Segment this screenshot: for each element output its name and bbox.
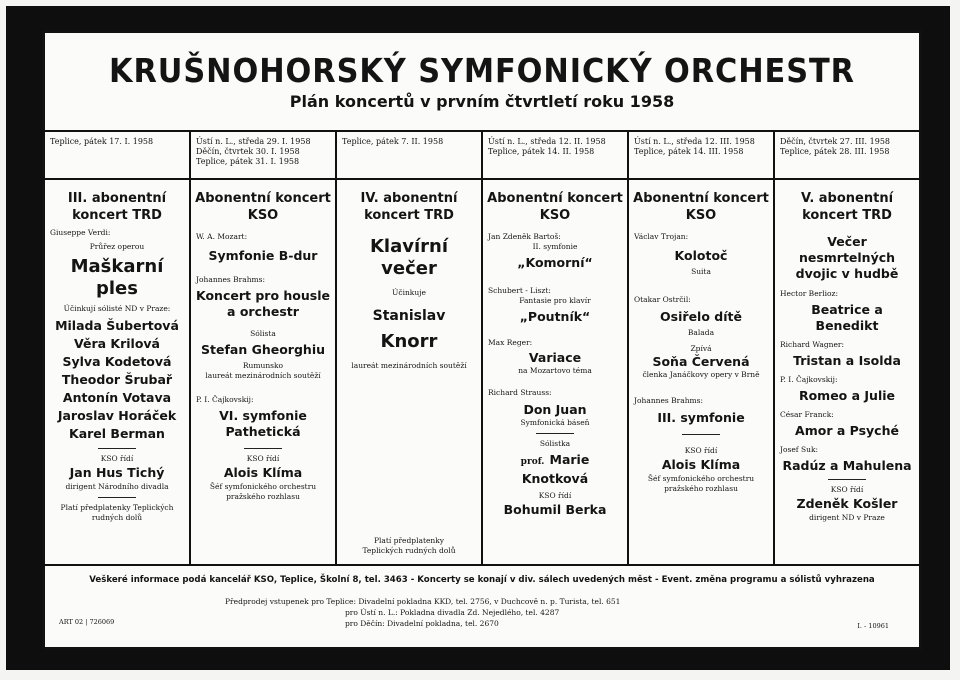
- soloist: Jaroslav Horáček: [57, 408, 177, 423]
- performer-note: laureát mezinárodních soutěží: [351, 361, 467, 370]
- work-note: Suita: [691, 267, 711, 276]
- composer: César Franck:: [780, 410, 834, 419]
- work-note: Průřez operou: [89, 242, 145, 251]
- concert-dates: [483, 132, 627, 180]
- concert-column-2: [191, 132, 337, 564]
- composer: Richard Wagner:: [780, 340, 845, 349]
- conductor-note: dirigent Národního divadla: [65, 482, 169, 491]
- concert-heading: [68, 190, 166, 224]
- concert-dates: [775, 132, 919, 180]
- composer: Josef Suk:: [780, 445, 819, 454]
- conductor-name: Alois Klíma: [661, 457, 741, 472]
- poster-footer: [45, 566, 919, 647]
- work-note: II. symfonie: [532, 242, 578, 251]
- work-note: Symfonická báseň: [520, 418, 590, 427]
- heading-line: V. abonentní: [800, 191, 894, 206]
- concert-date: Teplice, pátek 14. II. 1958: [488, 147, 595, 156]
- work-line: Pathetická: [225, 424, 301, 439]
- singer-name: Soňa Červená: [652, 354, 750, 369]
- concert-date: Děčín, čtvrtek 30. I. 1958: [196, 147, 300, 156]
- work-title: Tristan a Isolda: [793, 353, 901, 368]
- concert-column-4: [483, 132, 629, 564]
- composer: Johannes Brahms:: [634, 396, 704, 405]
- soloists-note: Účinkují sólisté ND v Praze:: [63, 304, 171, 313]
- divider: [98, 497, 136, 498]
- concert-heading: [633, 190, 769, 224]
- composer: Johannes Brahms:: [196, 275, 266, 284]
- concert-column-1: [45, 132, 191, 564]
- conductor-label: KSO řídí: [538, 491, 572, 500]
- heading-line: koncert TRD: [802, 208, 892, 223]
- conductor-name: Bohumil Berka: [503, 502, 607, 517]
- composer: P. I. Čajkovskij:: [780, 375, 838, 384]
- concert-dates: [45, 132, 189, 180]
- conductor-label: KSO řídí: [100, 454, 134, 463]
- work-title: Don Juan: [523, 402, 587, 417]
- composer: Otakar Ostrčil:: [634, 295, 691, 304]
- work-title: III. symfonie: [657, 410, 745, 425]
- work-title: Maškarní ples: [70, 256, 164, 299]
- subscription-note: [362, 536, 455, 556]
- concert-date: Teplice, pátek 31. I. 1958: [196, 157, 300, 166]
- composer: Max Reger:: [488, 338, 533, 347]
- concert-date: Teplice, pátek 17. I. 1958: [50, 137, 154, 146]
- page-frame: [6, 6, 950, 670]
- conductor-note: dirigent ND v Praze: [809, 513, 885, 522]
- work-line: Koncert pro housle: [196, 288, 330, 303]
- heading-line: III. abonentní: [67, 191, 167, 206]
- work-title: „Komorní“: [517, 255, 593, 270]
- concert-dates: [191, 132, 335, 180]
- print-code: ART 02 | 726069: [59, 618, 115, 626]
- concert-date: Ústí n. L., středa 12. III. 1958: [634, 137, 755, 146]
- poster-header: [45, 33, 919, 128]
- soloist-label: Sólista: [250, 329, 276, 338]
- soloist-name: Stefan Gheorghiu: [201, 342, 325, 357]
- soloist-note: laureát mezinárodních soutěží: [205, 371, 321, 380]
- singer-label: Zpívá: [690, 344, 712, 353]
- performer-first-name: Stanislav: [372, 308, 446, 324]
- work-title: [219, 408, 307, 440]
- theme-line: dvojic v hudbě: [795, 266, 899, 281]
- soloist: [486, 449, 624, 487]
- performer-label: Účinkuje: [392, 288, 426, 297]
- concert-date: Teplice, pátek 7. II. 1958: [342, 137, 444, 146]
- conductor-note: [648, 474, 754, 494]
- work-title: Symfonie B-dur: [208, 248, 318, 263]
- presale-info: [225, 596, 621, 629]
- subscription-line: Teplických rudných dolů: [362, 546, 456, 555]
- conductor-label: KSO řídí: [684, 446, 718, 455]
- conductor-note: [210, 482, 316, 502]
- print-number: I. - 10961: [857, 622, 889, 630]
- work-line: a orchestr: [227, 304, 299, 319]
- composer: Václav Trojan:: [634, 232, 689, 241]
- concert-column-3: [337, 132, 483, 564]
- heading-line: Abonentní koncert: [487, 191, 623, 206]
- concert-heading: [487, 190, 623, 224]
- composer: Hector Berlioz:: [780, 289, 839, 298]
- divider: [244, 448, 282, 449]
- concert-date: Teplice, pátek 14. III. 1958: [634, 147, 744, 156]
- work-title: Variace: [528, 350, 582, 365]
- work-title: Osiřelo dítě: [660, 309, 742, 324]
- composer: Giuseppe Verdi:: [50, 228, 111, 237]
- concert-heading: [361, 190, 458, 224]
- composer: W. A. Mozart:: [196, 232, 248, 241]
- soloist-title: prof.: [520, 457, 545, 467]
- composer: Jan Zdeněk Bartoš:: [488, 232, 561, 241]
- composer: Schubert - Liszt:: [488, 286, 551, 295]
- concert-date: Ústí n. L., středa 12. II. 1958: [488, 137, 606, 146]
- work-title: Klavírní večer: [369, 236, 449, 279]
- concert-grid: [45, 130, 919, 566]
- conductor-note-line: Šéf symfonického orchestru: [209, 482, 317, 491]
- heading-line: koncert TRD: [364, 208, 454, 223]
- work-title: Romeo a Julie: [798, 388, 896, 403]
- work-title: „Poutník“: [519, 309, 591, 324]
- concert-dates: [337, 132, 481, 180]
- divider: [98, 448, 136, 449]
- divider: [682, 434, 720, 435]
- divider: [536, 433, 574, 434]
- work-note: Fantasie pro klavír: [519, 296, 591, 305]
- work-note: na Mozartovo téma: [518, 366, 592, 375]
- composer: P. I. Čajkovskij:: [196, 395, 254, 404]
- work-title: Kolotoč: [674, 248, 728, 263]
- heading-line: IV. abonentní: [360, 191, 458, 206]
- work-title: Radúz a Mahulena: [782, 458, 912, 473]
- heading-line: Abonentní koncert: [195, 191, 331, 206]
- soloist-label: Sólistka: [539, 439, 571, 448]
- conductor-name: Jan Hus Tichý: [69, 465, 165, 480]
- soloist-country: Rumunsko: [242, 361, 284, 370]
- work-title: [196, 288, 330, 320]
- concert-heading: [801, 190, 893, 224]
- subscription-line: rudných dolů: [91, 513, 143, 522]
- concert-theme: [778, 234, 916, 282]
- concert-column-5: [629, 132, 775, 564]
- conductor-label: KSO řídí: [246, 454, 280, 463]
- poster-subtitle: Plán koncertů v prvním čtvrtletí roku 1958: [289, 92, 675, 111]
- work-title: Amor a Psyché: [795, 423, 899, 438]
- presale-line: pro Ústí n. L.: Pokladna divadla Zd. Nejedlého, tel. 4287: [345, 608, 560, 617]
- poster-title: KRUŠNOHORSKÝ SYMFONICKÝ ORCHESTR: [109, 51, 855, 90]
- soloist: Sylva Kodetová: [62, 354, 172, 369]
- work-note: Balada: [687, 328, 715, 337]
- conductor-note-line: pražského rozhlasu: [226, 492, 300, 501]
- conductor-name: Zdeněk Košler: [796, 496, 898, 511]
- theme-line: Večer nesmrtelných: [798, 234, 896, 265]
- soloist: Antonín Votava: [62, 390, 172, 405]
- subscription-line: Platí předplatenky Teplických: [60, 503, 174, 512]
- concert-date: Děčín, čtvrtek 27. III. 1958: [780, 137, 890, 146]
- heading-line: Abonentní koncert: [633, 191, 769, 206]
- soloist: Theodor Šrubař: [61, 372, 173, 387]
- divider: [828, 479, 866, 480]
- concert-date: Teplice, pátek 28. III. 1958: [780, 147, 890, 156]
- work-line: VI. symfonie: [219, 408, 307, 423]
- soloists-list: [55, 317, 179, 443]
- conductor-label: KSO řídí: [830, 485, 864, 494]
- soloist-name: Marie Knotková: [521, 452, 590, 486]
- soloist: Věra Krilová: [73, 336, 160, 351]
- conductor-name: Alois Klíma: [223, 465, 303, 480]
- concert-column-6: [775, 132, 919, 564]
- info-line: Veškeré informace podá kancelář KSO, Teplice, Školní 8, tel. 3463 - Koncerty se konají v div. sálech uvedených měst - Event. změna programu a sólistů vyhrazena: [89, 575, 875, 585]
- singer-note: členka Janáčkovy opery v Brně: [642, 370, 760, 379]
- heading-line: koncert TRD: [72, 208, 162, 223]
- concert-heading: [195, 190, 331, 224]
- subscription-note: [61, 503, 174, 523]
- concert-dates: [629, 132, 773, 180]
- heading-line: KSO: [539, 208, 571, 223]
- concert-poster: [42, 30, 922, 650]
- presale-line: Předprodej vstupenek pro Teplice: Divadelní pokladna KKD, tel. 2756, v Duchcově n. p. Turista, tel. 651: [225, 597, 621, 606]
- conductor-note-line: Šéf symfonického orchestru: [647, 474, 755, 483]
- presale-line: pro Děčín: Divadelní pokladna, tel. 2670: [345, 619, 499, 628]
- heading-line: KSO: [247, 208, 279, 223]
- soloist: Milada Šubertová: [55, 318, 179, 333]
- heading-line: KSO: [685, 208, 717, 223]
- concert-date: Ústí n. L., středa 29. I. 1958: [196, 137, 311, 146]
- work-title: Beatrice a Benedikt: [811, 302, 883, 333]
- performer-last-name: Knorr: [380, 331, 438, 352]
- subscription-line: Platí předplatenky: [373, 536, 445, 545]
- soloist: Karel Berman: [69, 426, 165, 441]
- composer: Richard Strauss:: [488, 388, 552, 397]
- conductor-note-line: pražského rozhlasu: [664, 484, 738, 493]
